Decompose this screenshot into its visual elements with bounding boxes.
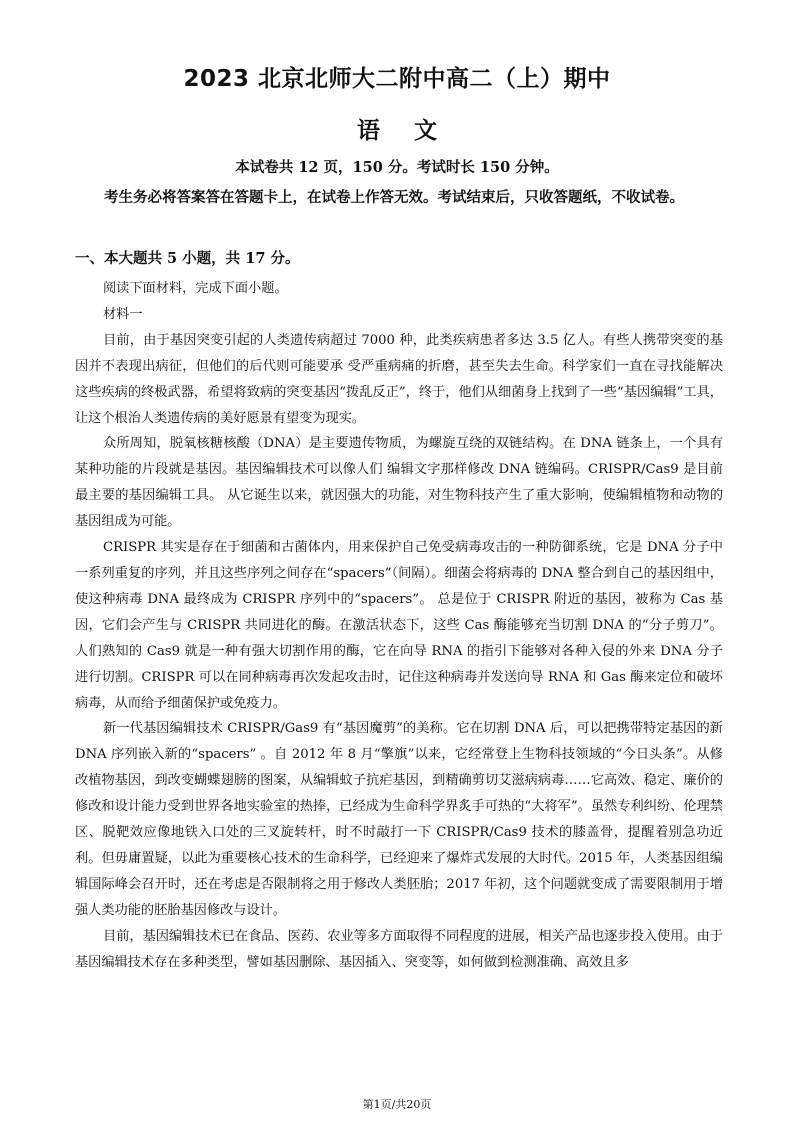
- exam-info: 本试卷共 12 页，150 分。考试时长 150 分钟。: [235, 159, 559, 176]
- paragraph: 众所周知，脱氧核糖核酸（DNA）是主要遗传物质，为螺旋互绕的双链结构。在 DNA 链条上，一个具有某种功能的片段就是基因。基因编辑技术可以像人们 编辑文字那样修改 DNA 链编码。CRISPR/Cas9 是目前最主要的基因编辑工具。 从它诞生以来，就因强大的功能，对生物科技产生了重大影响，使编辑植物和动物的基因组成为可能。: [75, 436, 723, 530]
- section-heading: 一、本大题共 5 小题，共 17 分。: [75, 250, 300, 267]
- paragraph: 目前，由于基因突变引起的人类遗传病超过 7000 种，此类疾病患者多达 3.5 亿人。有些人携带突变的基因并不表现出病征，但他们的后代则可能要承 受严重病痛的折磨，甚至失去生命。科学家们一直在寻找能解决这些疾病的终极武器，希望将致病的突变基因“拨乱反正”，终于，他们从细菌身上找到了一些“基因编辑”工具，让这个根治人类遗传病的美好愿景有望变为现实。: [75, 332, 723, 426]
- page-number: 第1页/共20页: [362, 1098, 432, 1111]
- reading-material: [75, 276, 723, 975]
- paragraph: 新一代基因编辑技术 CRISPR/Gas9 有“基因魔剪”的美称。它在切割 DNA 后，可以把携带特定基因的新 DNA 序列嵌入新的“spacers” 。自 2012 年 8 月“擎旗”以来，它经常登上生物科技领域的“今日头条”。从修改植物基因，到改变蝴蝶翅膀的图案，从编辑蚊子抗疟基因，到精确剪切艾滋病病毒……它高效、稳定、廉价的修改和设计能力受到世界各地实验室的热捧，已经成为生命科学界炙手可热的“大将军”。虽然专利纠纷、伦理禁区、脱靶效应像地铁入口处的三叉旋转杆，时不时敲打一下 CRISPR/Cas9 技术的膝盖骨，提醒着别急功近利。但毋庸置疑，以此为重要核心技术的生命科学，已经迎来了爆炸式发展的大时代。2015 年，人类基因组编辑国际峰会召开时，还在考虑是否限制将之用于修改人类胚胎；2017 年初，这个问题就变成了需要限制用于增强人类功能的胚胎基因修改与设计。: [75, 721, 723, 918]
- subject-title: 语文: [357, 118, 471, 144]
- exam-notice: 考生务必将答案答在答题卡上，在试卷上作答无效。考试结束后，只收答题纸，不收试卷。: [104, 189, 684, 206]
- paragraph: CRISPR 其实是存在于细菌和古菌体内，用来保护自己免受病毒攻击的一种防御系统，它是 DNA 分子中一系列重复的序列，并且这些序列之间存在“spacers”（间隔）。细菌会将病毒的 DNA 整合到自己的基因组中，使这种病毒 DNA 最终成为 CRISPR 序列中的“spacers”。 总是位于 CRISPR 附近的基因，被称为 Cas 基因，它们会产生与 CRISPR 共同进化的酶。在激活状态下，这些 Cas 酶能够充当切割 DNA 的“分子剪刀”。人们熟知的 Cas9 就是一种有强大切割作用的酶，它在向导 RNA 的指引下能够对各种入侵的外来 DNA 分子进行切割。CRISPR 可以在同种病毒再次发起攻击时，记住这种病毒并发送向导 RNA 和 Gas 酶来定位和破坏病毒，从而给予细菌保护或免疫力。: [75, 540, 723, 711]
- paragraph: 目前，基因编辑技术已在食品、医药、农业等多方面取得不同程度的进展，相关产品也逐步投入使用。由于基因编辑技术存在多种类型，譬如基因删除、基因插入、突变等，如何做到检测准确、高效且多: [75, 928, 723, 970]
- material-label: 材料一: [103, 306, 143, 322]
- exam-title: 2023 北京北师大二附中高二（上）期中: [183, 66, 611, 92]
- instruction-text: 阅读下面材料，完成下面小题。: [103, 281, 288, 296]
